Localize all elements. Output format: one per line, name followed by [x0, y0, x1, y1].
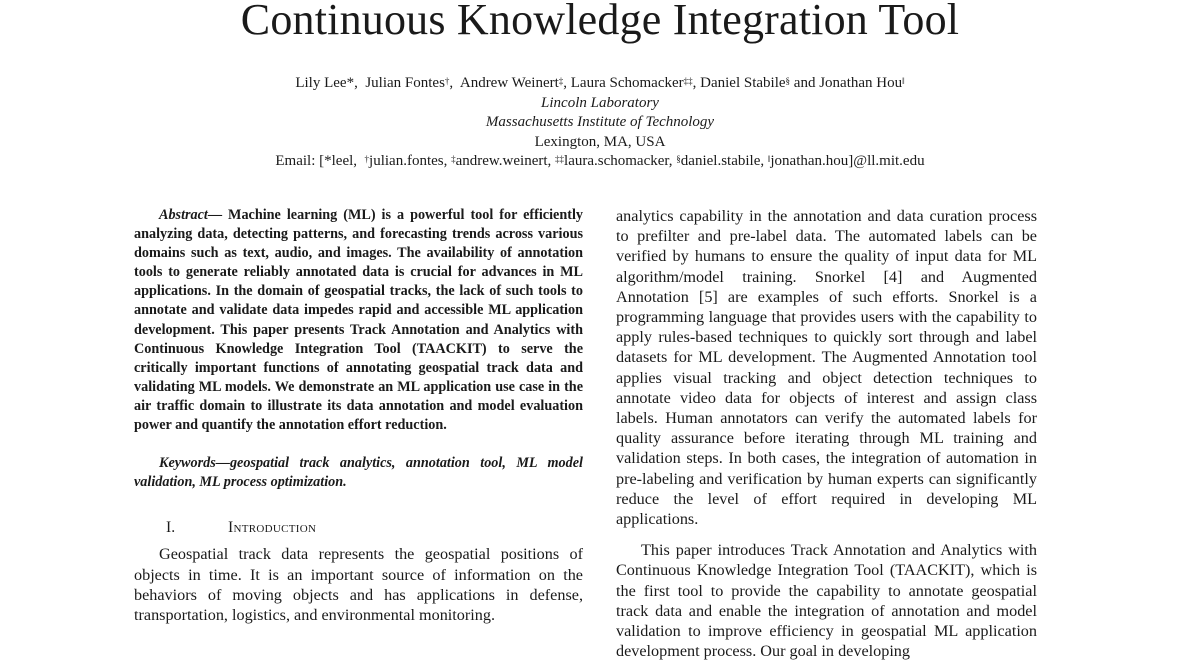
title-line-2: Continuous Knowledge Integration Tool: [240, 0, 960, 44]
author-name: Laura Schomacker: [570, 75, 684, 91]
author-mark: *: [346, 75, 355, 91]
section-number: I.: [166, 519, 176, 537]
author-name: Jonathan Hou: [819, 75, 903, 91]
right-paragraph-2: This paper introduces Track Annotation and Analytics with Continuous Knowledge Integration Tool (TAACKIT), which is the first tool to provide the capability to annotate geospatial track data and enable the integration of annotation and model validation to improve efficiency in geospatial ML application development process. Our goal in developing: [616, 541, 1037, 661]
author-mark: ‖: [902, 76, 905, 86]
author-conjunction: and: [793, 75, 816, 91]
author-mark: ‡: [558, 76, 564, 86]
email-mark: ‡: [451, 154, 456, 164]
email-address: leel,: [331, 153, 358, 169]
author-name: Lily Lee: [295, 75, 347, 91]
paper-title: [0, 0, 1200, 48]
email-address: julian.fontes,: [369, 153, 448, 169]
email-mark: ‡‡: [555, 154, 565, 164]
affiliation-lab: Lincoln Laboratory: [541, 94, 659, 111]
abstract: [134, 206, 583, 435]
author-mark: ‡‡: [683, 76, 693, 86]
email-address: laura.schomacker,: [564, 153, 673, 169]
email-mark: §: [676, 154, 681, 164]
intro-paragraph: Geospatial track data represents the geospatial positions of objects in time. It is an important source of information on the behaviors of moving objects and has applications in defense, transportation, logistics, and environmental monitoring.: [134, 545, 583, 624]
section-heading: [134, 518, 583, 538]
email-line: [0, 152, 1200, 172]
abstract-dash: —: [207, 207, 223, 223]
abstract-text: Machine learning (ML) is a powerful tool for efficiently analyzing data, detecting patterns, and forecasting trends across various domains such as text, audio, and images. The availability of annotation tools to generate reliably annotated data is crucial for advances in ML applications. In the domain of geospatial tracks, the lack of such tools to annotate and validate data impedes rapid and accessible ML application development. This paper presents Track Annotation and Analytics with Continuous Knowledge Integration Tool (TAACKIT) to serve the critically important functions of annotating geospatial track data and validating ML models. We demonstrate an ML application use case in the air traffic domain to illustrate its data annotation and model evaluation power and quantify the annotation effort reduction.: [134, 207, 583, 434]
left-column: [134, 206, 583, 625]
email-address: andrew.weinert,: [455, 153, 552, 169]
author-mark: §: [785, 76, 791, 86]
email-prefix: Email: [: [275, 153, 325, 169]
author-name: Julian Fontes: [365, 75, 445, 91]
author-name: Daniel Stabile: [700, 75, 786, 91]
keywords: Keywords—geospatial track analytics, annotation tool, ML model validation, ML process optimization.: [134, 455, 583, 491]
section-title: Introduction: [228, 519, 317, 537]
author-list: Lily Lee*, Julian Fontes†, Andrew Weinert‡, Laura Schomacker‡‡, Daniel Stabile§ and Jonathan Hou‖: [295, 75, 905, 91]
affiliation-location: Lexington, MA, USA: [534, 133, 666, 150]
author-mark: †: [444, 76, 450, 86]
email-address: daniel.stabile,: [680, 153, 765, 169]
email-mark: †: [364, 154, 370, 164]
author-block: [0, 74, 1200, 172]
right-paragraph-1: analytics capability in the annotation and data curation process to prefilter and pre-label data. The automated labels can be verified by humans to ensure the quality of input data for ML algorithm/model training. Snorkel [4] and Augmented Annotation [5] are examples of such efforts. Snorkel is a programming language that provides users with the capability to apply rules-based techniques to quickly sort through and label datasets for ML development. The Augmented Annotation tool applies visual tracking and object detection techniques to annotate video data for objects of interest and assign class labels. Human annotators can verify the automated labels for quality assurance before iterating through ML training and validation steps. In both cases, the integration of automation in pre-labeling and verification by human experts can significantly reduce the level of effort required in developing ML applications.: [616, 207, 1037, 529]
email-mark: ‖: [767, 154, 771, 164]
email-mark: *: [324, 153, 332, 169]
right-column: [616, 206, 1037, 661]
abstract-label: Abstract: [159, 207, 208, 223]
author-name: Andrew Weinert: [459, 75, 559, 91]
email-address: jonathan.hou]@ll.mit.edu: [770, 153, 925, 169]
affiliation-institute: Massachusetts Institute of Technology: [485, 114, 715, 130]
